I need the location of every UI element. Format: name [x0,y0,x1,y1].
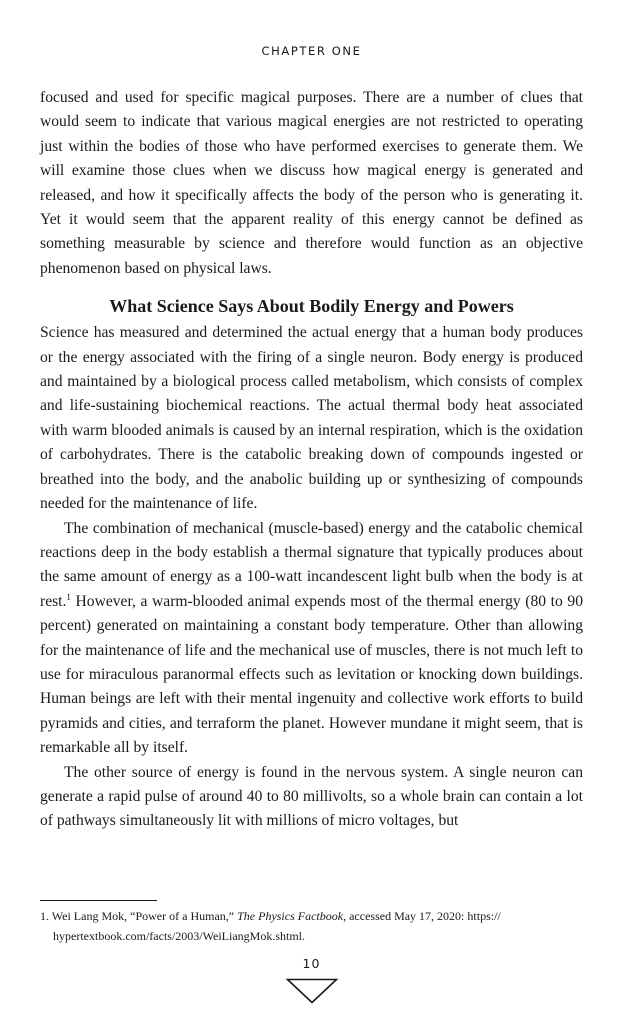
footnote-accessed: , accessed May 17, 2020: https:// [343,909,501,923]
footnote-number: 1. [40,909,49,923]
triangle-ornament-icon [286,978,338,1004]
running-head: CHAPTER ONE [261,44,362,58]
footnote-divider [40,900,157,901]
paragraph-nervous-system: The other source of energy is found in the nervous system. A single neuron can generate a rapid pulse of around 40 to 80 millivolts, so a whole brain can contain a lot of pathways simultaneously lit with millions of micro voltages, but [40,763,583,830]
section-heading: What Science Says About Bodily Energy and Powers [109,296,514,317]
paragraph-thermal-energy-text-b: However, a warm-blooded animal expends most of the thermal energy (80 to 90 percent) generated on maintaining a constant body temperature. Other than allowing for the maintenance of life and the mechanical use of muscles, there is not much left to use for miraculous paranormal effects such as levitation or knocking down buildings. Human beings are left with their mental ingenuity and collective work efforts to build pyramids and cities, and terraform the planet. However mundane it might seem, that is remarkable all by itself. [40,592,583,757]
footnote [40,906,583,946]
paragraph-metabolism: Science has measured and determined the actual energy that a human body produces or the energy associated with the firing of a single neuron. Body energy is produced and maintained by a biological process called metabolism, which consists of complex and life-sustaining biochemical reactions. The actual thermal body heat associated with warm blooded animals is caused by an internal respiration, which is the oxidation of carbohydrates. There is the catabolic breaking down of compounds ingested or breathed into the body, and the anabolic building up or synthesizing of compounds needed for the maintenance of life. [40,324,583,513]
footnote-author-title: Wei Lang Mok, “Power of a Human,” [49,909,238,923]
page-number: 10 [302,956,321,971]
body-text [40,86,583,834]
footnote-url[interactable]: hypertextbook.com/facts/2003/WeiLiangMok.shtml. [53,929,305,943]
intro-paragraph: focused and used for specific magical purposes. There are a number of clues that would seem to indicate that various magical energies are not restricted to operating just within the bodies of those who have performed exercises to generate them. We will examine those clues when we discuss how magical energy is generated and released, and how it specifically affects the body of the person who is generating it. Yet it would seem that the apparent reality of this energy cannot be defined as something measurable by science and therefore would function as an objective phenomenon based on physical laws. [40,89,583,277]
footnote-source: The Physics Factbook [237,909,344,923]
footnote-reference[interactable]: 1 [66,591,71,602]
paragraph-thermal-energy-text-a: The combination of mechanical (muscle-based) energy and the catabolic chemical reactions deep in the body establish a thermal signature that typically produces about the same amount of energy as a 100-watt incandescent light bulb when the body is at rest. [40,519,583,610]
paragraph-thermal-energy [40,517,583,761]
